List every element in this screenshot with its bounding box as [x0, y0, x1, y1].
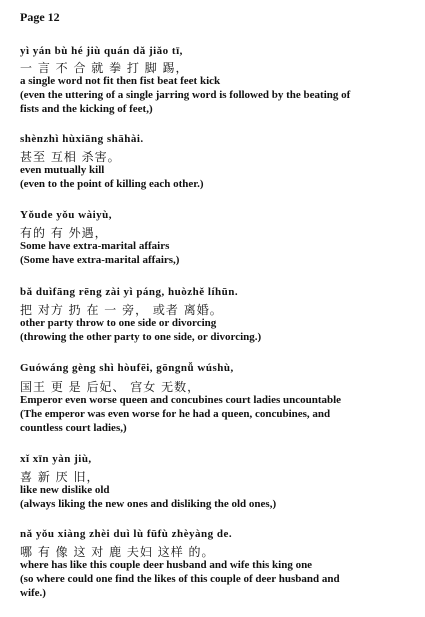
translation-line: (Some have extra-marital affairs,) — [20, 254, 180, 266]
gloss-line: even mutually kill — [20, 164, 105, 176]
pinyin-line: yì yán bù hé jiù quán dǎ jiǎo tī, — [20, 45, 183, 57]
chinese-line: 甚至 互相 杀害。 — [20, 150, 121, 164]
translation-line: (even the uttering of a single jarring word is followed by the beating of — [20, 89, 351, 101]
chinese-line: 喜 新 厌 旧， — [20, 470, 100, 484]
gloss-line: Some have extra-marital affairs — [20, 240, 170, 252]
pinyin-line: shènzhì hùxiāng shāhài. — [20, 133, 144, 145]
chinese-line: 把 对方 扔 在 一 旁， 或者 离婚。 — [20, 303, 223, 317]
gloss-line: where has like this couple deer husband and wife this king one — [20, 559, 313, 571]
translation-line: fists and the kicking of feet,) — [20, 103, 153, 115]
translation-line: (The emperor was even worse for he had a queen, concubines, and — [20, 408, 331, 420]
gloss-line: like new dislike old — [20, 484, 110, 496]
pinyin-line: nǎ yǒu xiàng zhèi duì lù fūfù zhèyàng de. — [20, 528, 233, 540]
page-number: Page 12 — [20, 10, 60, 24]
pinyin-line: bǎ duìfāng rēng zài yì páng, huòzhě líhūn. — [20, 286, 239, 298]
chinese-line: 一 言 不 合 就 拳 打 脚 踢， — [20, 61, 189, 75]
chinese-line: 国王 更 是 后妃、 宫女 无数， — [20, 380, 201, 394]
gloss-line: Emperor even worse queen and concubines court ladies uncountable — [20, 394, 342, 406]
translation-line: (so where could one find the likes of this couple of deer husband and — [20, 573, 340, 585]
translation-line: (always liking the new ones and disliking the old ones,) — [20, 498, 277, 510]
pinyin-line: Yǒude yǒu wàiyù, — [20, 209, 113, 221]
gloss-line: other party throw to one side or divorcing — [20, 317, 217, 329]
pinyin-line: Guówáng gèng shì hòufēi, gōngnǚ wúshù, — [20, 362, 234, 374]
chinese-line: 哪 有 像 这 对 鹿 夫妇 这样 的。 — [20, 545, 215, 559]
pinyin-line: xǐ xīn yàn jiù, — [20, 453, 92, 465]
gloss-line: a single word not fit then fist beat feet kick — [20, 75, 221, 87]
translation-line: countless court ladies,) — [20, 422, 127, 434]
translation-line: (throwing the other party to one side, or divorcing.) — [20, 331, 262, 343]
translation-line: (even to the point of killing each other.) — [20, 178, 204, 190]
translation-line: wife.) — [20, 587, 46, 599]
chinese-line: 有的 有 外遇， — [20, 226, 108, 240]
